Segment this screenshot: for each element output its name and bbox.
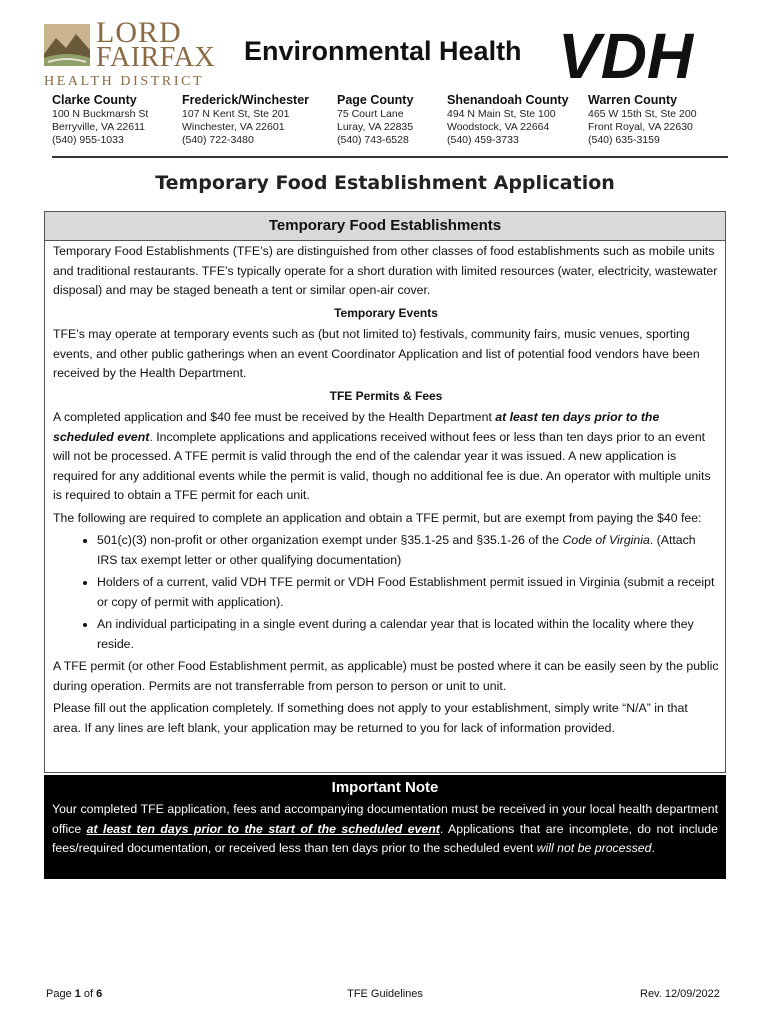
note-text-c: . [651,841,655,855]
exempt-list [53,531,719,654]
list-item: • An individual participating in a single event during a calendar year that is located within the locality where they reside. [97,615,719,654]
intro-paragraph: Temporary Food Establishments (TFE’s) are distinguished from other classes of food establishments such as mobile units and traditional restaurants. TFE’s typically operate for a short duration with limited resources (water, electricity, wastewater disposal) and may be staged beneath a tent or similar open-air cover. [53,244,718,297]
important-note-box [44,775,726,879]
office-city: Winchester, VA 22601 [182,121,285,133]
office-city: Front Royal, VA 22630 [588,121,693,133]
office-name: Warren County [588,93,678,107]
office-frederick [182,92,309,147]
code-of-virginia-emphasis: Code of Virginia [562,533,650,547]
office-street: 494 N Main St, Ste 100 [447,108,556,120]
list-item [97,531,719,570]
page-title: Environmental Health [244,36,522,66]
fill-out-paragraph: Please fill out the application completely. If something does not apply to your establishment, simply write “N/A” in that area. If any lines are left blank, your application may be returned to you for lack of information provided. [53,701,688,735]
note-text-a: Your completed TFE application, fees and accompanying documentation must be received in your local health department office [52,802,718,836]
office-clarke [52,92,148,147]
permits-heading: TFE Permits & Fees [329,388,443,403]
bullet1-text-a: 501(c)(3) non-profit or other organization exempt under §35.1-25 and §35.1-26 of the [97,533,563,547]
list-item: • Holders of a current, valid VDH TFE permit or VDH Food Establishment permit issued in Virginia (submit a receipt or copy of permit with application). [97,573,719,612]
page-prefix: Page [46,988,75,1000]
office-name: Shenandoah County [447,93,569,107]
posted-paragraph: A TFE permit (or other Food Establishment permit, as applicable) must be posted where it can be easily seen by the public during operation. Permits are not transferrable from person to person or unit to unit. [53,659,719,693]
note-deadline-emphasis: at least ten days prior to the start of the scheduled event [86,821,440,836]
logo-health-district-text: HEALTH DISTRICT [44,74,205,89]
page-total: 6 [96,988,103,1000]
mountain-landscape-icon [44,24,90,66]
events-paragraph: TFE’s may operate at temporary events such as (but not limited to) festivals, community fairs, music venues, sporting events, and other public gatherings when an event Coordinator Application and list of potential food vendors have been received by the Health Department. [53,327,700,380]
note-text-b: . Applications that are incomplete, do not include fees/required documentation, or received less than ten days prior to the scheduled event [52,821,718,855]
exempt-paragraph: The following are required to complete an application and obtain a TFE permit, but are exempt from paying the $40 fee: [53,510,702,525]
office-warren [588,92,697,147]
office-city: Luray, VA 22835 [337,121,414,133]
events-heading: Temporary Events [334,305,438,320]
tfe-info-box [44,211,726,773]
page-current: 1 [74,988,81,1000]
logo-fairfax-text: FAIRFAX [96,42,216,73]
permits-text-b: . Incomplete applications and applications received without fees or less than ten days prior to an event will not be processed. A TFE permit is valid through the end of the calendar year it was issued. A new application is required for any additional events while the permit is valid, though no additional fee is due. An operator with multiple units is required to obtain a TFE permit for each unit. [53,429,711,502]
office-phone: (540) 743-6528 [337,134,409,146]
office-phone: (540) 459-3733 [447,134,519,146]
footer-title: TFE Guidelines [347,988,423,1000]
office-phone: (540) 722-3480 [182,134,254,146]
page-of: of [80,988,97,1000]
office-street: 107 N Kent St, Ste 201 [182,108,290,120]
section-heading: Temporary Food Establishments [45,212,725,241]
office-city: Berryville, VA 22611 [52,121,145,133]
permits-text-a: A completed application and $40 fee must be received by the Health Department [53,410,496,424]
permits-paragraph [53,408,719,506]
important-note-text [52,800,718,859]
document-title: Temporary Food Establishment Application [155,172,615,194]
bullet1-text-b: . (Attach IRS tax exempt letter or other qualifying documentation) [97,533,696,567]
office-street: 100 N Buckmarsh St [52,108,149,120]
office-shenandoah [447,92,569,147]
vdh-logo [558,26,724,82]
office-page [337,92,413,147]
office-phone: (540) 635-3159 [588,134,660,146]
office-name: Frederick/Winchester [182,93,310,107]
section-content [53,242,719,741]
logo-lord-text: LORD [96,16,182,49]
permits-deadline-emphasis: at least ten days prior to the scheduled event [53,410,660,444]
header-divider [52,156,728,158]
office-list [52,92,732,152]
lord-fairfax-logo [44,16,216,94]
office-phone: (540) 955-1033 [52,134,124,146]
office-name: Clarke County [52,93,137,107]
revision-date: Rev. 12/09/2022 [640,988,720,1000]
note-not-processed-emphasis: will not be processed [536,841,652,855]
office-street: 465 W 15th St, Ste 200 [588,108,697,120]
important-note-heading: Important Note [331,779,439,796]
office-city: Woodstock, VA 22664 [447,121,550,133]
vdh-logo-text: VDH [558,26,694,82]
office-name: Page County [337,93,414,107]
office-street: 75 Court Lane [337,108,404,120]
